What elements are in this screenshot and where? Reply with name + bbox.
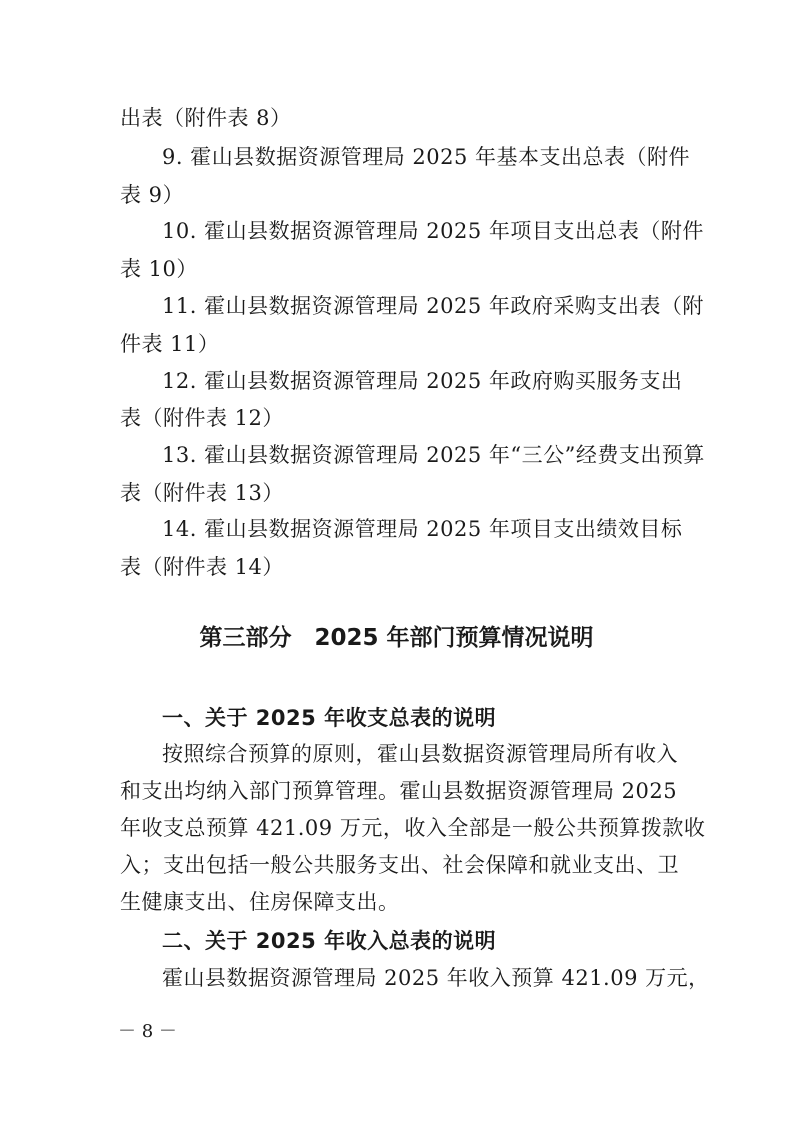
section2-heading: 二、关于 2025 年收入总表的说明: [162, 929, 497, 953]
list-item-9-line2: 表 9）: [120, 183, 185, 207]
list-item-14-line2: 表（附件表 14）: [120, 555, 284, 579]
section1-paragraph-line: 入；支出包括一般公共服务支出、社会保障和就业支出、卫: [120, 853, 679, 877]
list-item-11-line1: 11. 霍山县数据资源管理局 2025 年政府采购支出表（附: [162, 294, 704, 318]
list-item-13-line1: 13. 霍山县数据资源管理局 2025 年“三公”经费支出预算: [162, 443, 705, 467]
section1-paragraph-line: 按照综合预算的原则，霍山县数据资源管理局所有收入: [162, 742, 678, 766]
list-item-14-line1: 14. 霍山县数据资源管理局 2025 年项目支出绩效目标: [162, 517, 683, 541]
list-item-11-line2: 件表 11）: [120, 332, 220, 356]
section1-paragraph-line: 和支出均纳入部门预算管理。霍山县数据资源管理局 2025: [120, 779, 678, 803]
section2-paragraph-line: 霍山县数据资源管理局 2025 年收入预算 421.09 万元，: [162, 966, 710, 990]
list-item-13-line2: 表（附件表 13）: [120, 481, 284, 505]
list-item-10-line2: 表 10）: [120, 257, 198, 281]
list-item-8-continuation: 出表（附件表 8）: [120, 106, 292, 130]
section1-paragraph-line: 生健康支出、住房保障支出。: [120, 890, 400, 914]
part-title: 第三部分 2025 年部门预算情况说明: [199, 625, 594, 651]
list-item-10-line1: 10. 霍山县数据资源管理局 2025 年项目支出总表（附件: [162, 219, 704, 243]
section1-paragraph-line: 年收支总预算 421.09 万元，收入全部是一般公共预算拨款收: [120, 816, 706, 840]
list-item-12-line1: 12. 霍山县数据资源管理局 2025 年政府购买服务支出: [162, 369, 683, 393]
section1-heading: 一、关于 2025 年收支总表的说明: [162, 706, 497, 730]
list-item-12-line2: 表（附件表 12）: [120, 406, 284, 430]
list-item-9-line1: 9. 霍山县数据资源管理局 2025 年基本支出总表（附件: [162, 145, 691, 169]
page-number: － 8 －: [118, 1021, 177, 1042]
